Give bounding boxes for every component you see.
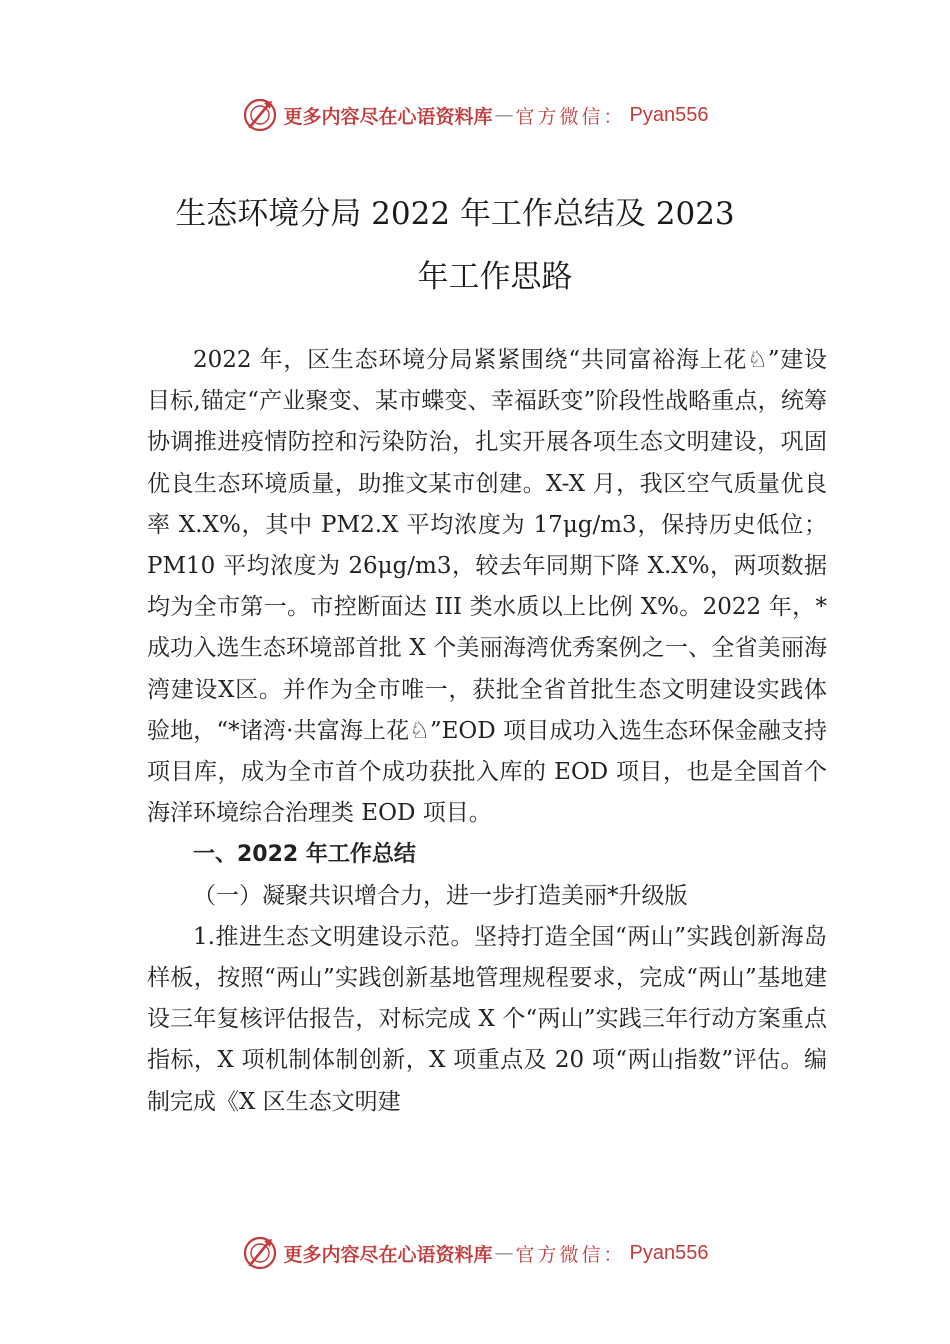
footer-wechat-id: Pyan556 [629,1241,709,1264]
header-official-label: 官方微信： [515,105,626,128]
header-banner [0,95,950,135]
header-separator: — [494,104,514,126]
brand-logo-icon [242,1235,278,1271]
document-body [147,340,827,1123]
intro-paragraph: 2022 年，区生态环境分局紧紧围绕“共同富裕海上花♘”建设目标,锚定“产业聚变、某市蝶变、幸福跃变”阶段性战略重点，统筹协调推进疫情防控和污染防治，扎实开展各项生态文明建设，巩固优良生态环境质量，助推文某市创建。X-X 月，我区空气质量优良率 X.X%，其中 PM2.X 平均浓度为 17μg/m3，保持历史低位；PM10 平均浓度为 26μg/m3，较去年同期下降 X.X%，两项数据均为全市第一。市控断面达 III 类水质以上比例 X%。2022 年，*成功入选生态环境部首批 X 个美丽海湾优秀案例之一、全省美丽海湾建设Ⅹ区。并作为全市唯一，获批全省首批生态文明建设实践体验地，“*诸湾·共富海上花♘”EOD 项目成功入选生态环保金融支持项目库，成为全市首个成功获批入库的 EOD 项目，也是全国首个海洋环境综合治理类 EOD 项目。 [147,347,827,827]
body-paragraph: 1.推进生态文明建设示范。坚持打造全国“两山”实践创新海岛样板，按照“两山”实践创新基地管理规程要求，完成“两山”基地建设三年复核评估报告，对标完成 X 个“两山”实践三年行动方案重点指标，X 项机制体制创新，X 项重点及 20 项“两山指数”评估。编制完成《X 区生态文明建 [147,923,827,1115]
document-title-line2: 年工作思路 [417,259,573,295]
brand-logo-icon [242,97,278,133]
footer-separator: — [494,1242,514,1264]
footer-official-label: 官方微信： [515,1243,626,1266]
subsection-heading: （一）凝聚共识增合力，进一步打造美丽*升级版 [193,882,688,909]
footer-brand-text: 更多内容尽在心语资料库 [283,1243,493,1266]
footer-banner [0,1233,950,1273]
header-brand-text: 更多内容尽在心语资料库 [283,105,493,128]
document-title-line1: 生态环境分局 2022 年工作总结及 2023 [175,196,735,232]
header-wechat-id: Pyan556 [629,103,709,126]
section-heading: 一、2022 年工作总结 [193,842,416,868]
